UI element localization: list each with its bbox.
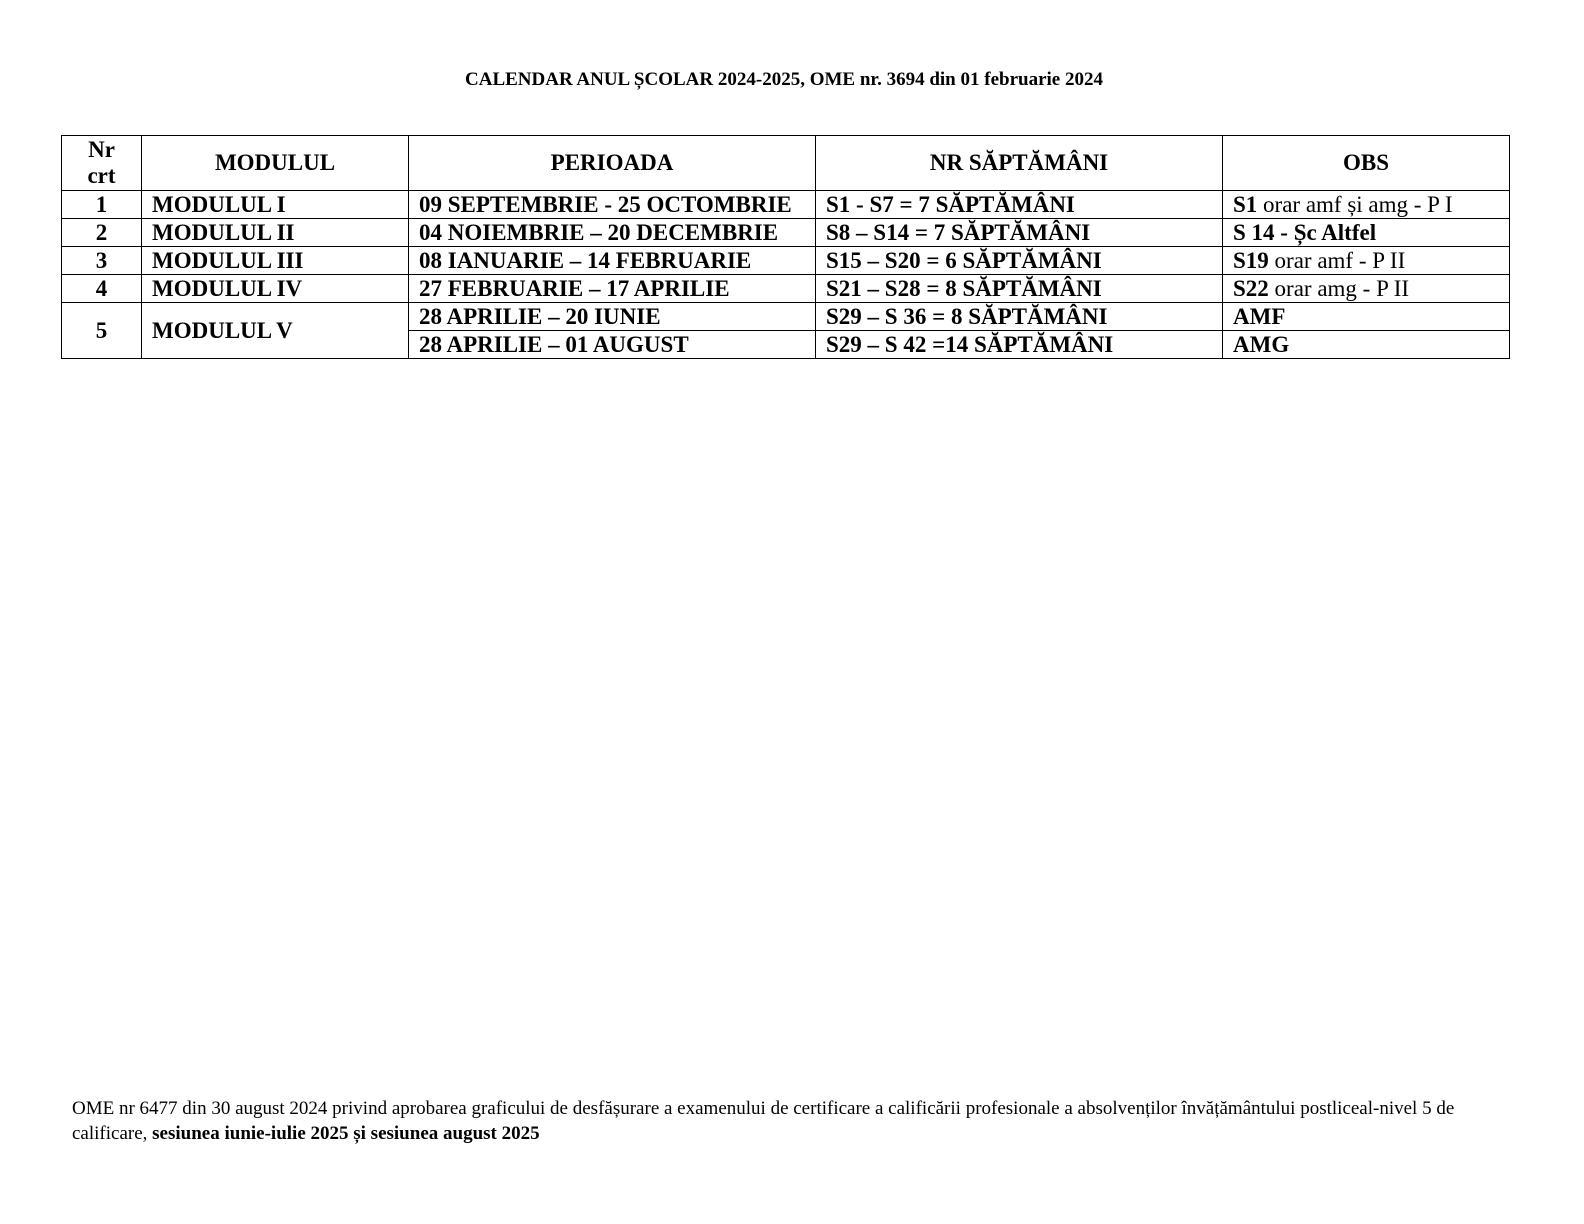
obs-bold: S1: [1233, 192, 1258, 217]
header-saptamani: NR SĂPTĂMÂNI: [816, 136, 1223, 191]
row-saptamani: S15 – S20 = 6 SĂPTĂMÂNI: [816, 247, 1223, 275]
obs-bold: S19: [1233, 248, 1269, 273]
row-perioada: 08 IANUARIE – 14 FEBRUARIE: [409, 247, 816, 275]
obs-normal: orar amf - P II: [1268, 248, 1406, 273]
row-saptamani: S1 - S7 = 7 SĂPTĂMÂNI: [816, 191, 1223, 219]
row-perioada: 04 NOIEMBRIE – 20 DECEMBRIE: [409, 219, 816, 247]
row-perioada: 27 FEBRUARIE – 17 APRILIE: [409, 275, 816, 303]
row-obs: [1223, 247, 1510, 275]
row-saptamani: S29 – S 42 =14 SĂPTĂMÂNI: [816, 331, 1223, 359]
row-saptamani: S8 – S14 = 7 SĂPTĂMÂNI: [816, 219, 1223, 247]
row-modul: MODULUL I: [142, 191, 409, 219]
table-row: [62, 247, 1510, 275]
row-modul: MODULUL II: [142, 219, 409, 247]
obs-bold: S 14 - Șc Altfel: [1233, 220, 1377, 245]
row-nr: 3: [62, 247, 142, 275]
row-saptamani: S21 – S28 = 8 SĂPTĂMÂNI: [816, 275, 1223, 303]
obs-normal: orar amf și amg - P I: [1257, 192, 1453, 217]
table-header-row: [62, 136, 1510, 191]
row-saptamani: S29 – S 36 = 8 SĂPTĂMÂNI: [816, 303, 1223, 331]
row-modul: MODULUL V: [142, 303, 409, 359]
row-modul: MODULUL III: [142, 247, 409, 275]
calendar-table: [61, 135, 1510, 359]
page-title: CALENDAR ANUL ȘCOLAR 2024-2025, OME nr. 3694 din 01 februarie 2024: [465, 69, 1103, 90]
table-row: [62, 275, 1510, 303]
row-perioada: 09 SEPTEMBRIE - 25 OCTOMBRIE: [409, 191, 816, 219]
row-nr: 4: [62, 275, 142, 303]
footer-text: OME nr 6477 din 30 august 2024 privind aprobarea graficului de desfășurare a examenului de certificare a calificării profesionale a absolvenților învățământului postliceal-nivel 5 de calificare,: [72, 1098, 1455, 1144]
header-nr-line2: crt: [87, 163, 116, 188]
row-modul: MODULUL IV: [142, 275, 409, 303]
row-nr: 2: [62, 219, 142, 247]
row-obs: AMF: [1223, 303, 1510, 331]
header-nr-line1: Nr: [88, 137, 115, 162]
table-row: [62, 219, 1510, 247]
header-obs: OBS: [1223, 136, 1510, 191]
footer-note: [72, 1096, 1492, 1146]
row-perioada: 28 APRILIE – 01 AUGUST: [409, 331, 816, 359]
row-obs: [1223, 219, 1510, 247]
table-row: [62, 303, 1510, 331]
row-nr: 1: [62, 191, 142, 219]
row-nr: 5: [62, 303, 142, 359]
row-perioada: 28 APRILIE – 20 IUNIE: [409, 303, 816, 331]
row-obs: [1223, 275, 1510, 303]
footer-text-bold: sesiunea iunie-iulie 2025 și sesiunea august 2025: [152, 1123, 540, 1144]
obs-normal: orar amg - P II: [1268, 276, 1410, 301]
row-obs: AMG: [1223, 331, 1510, 359]
header-nr-crt: [62, 136, 142, 191]
obs-bold: S22: [1233, 276, 1269, 301]
row-obs: [1223, 191, 1510, 219]
header-perioada: PERIOADA: [409, 136, 816, 191]
table-row: [62, 191, 1510, 219]
header-modul: MODULUL: [142, 136, 409, 191]
